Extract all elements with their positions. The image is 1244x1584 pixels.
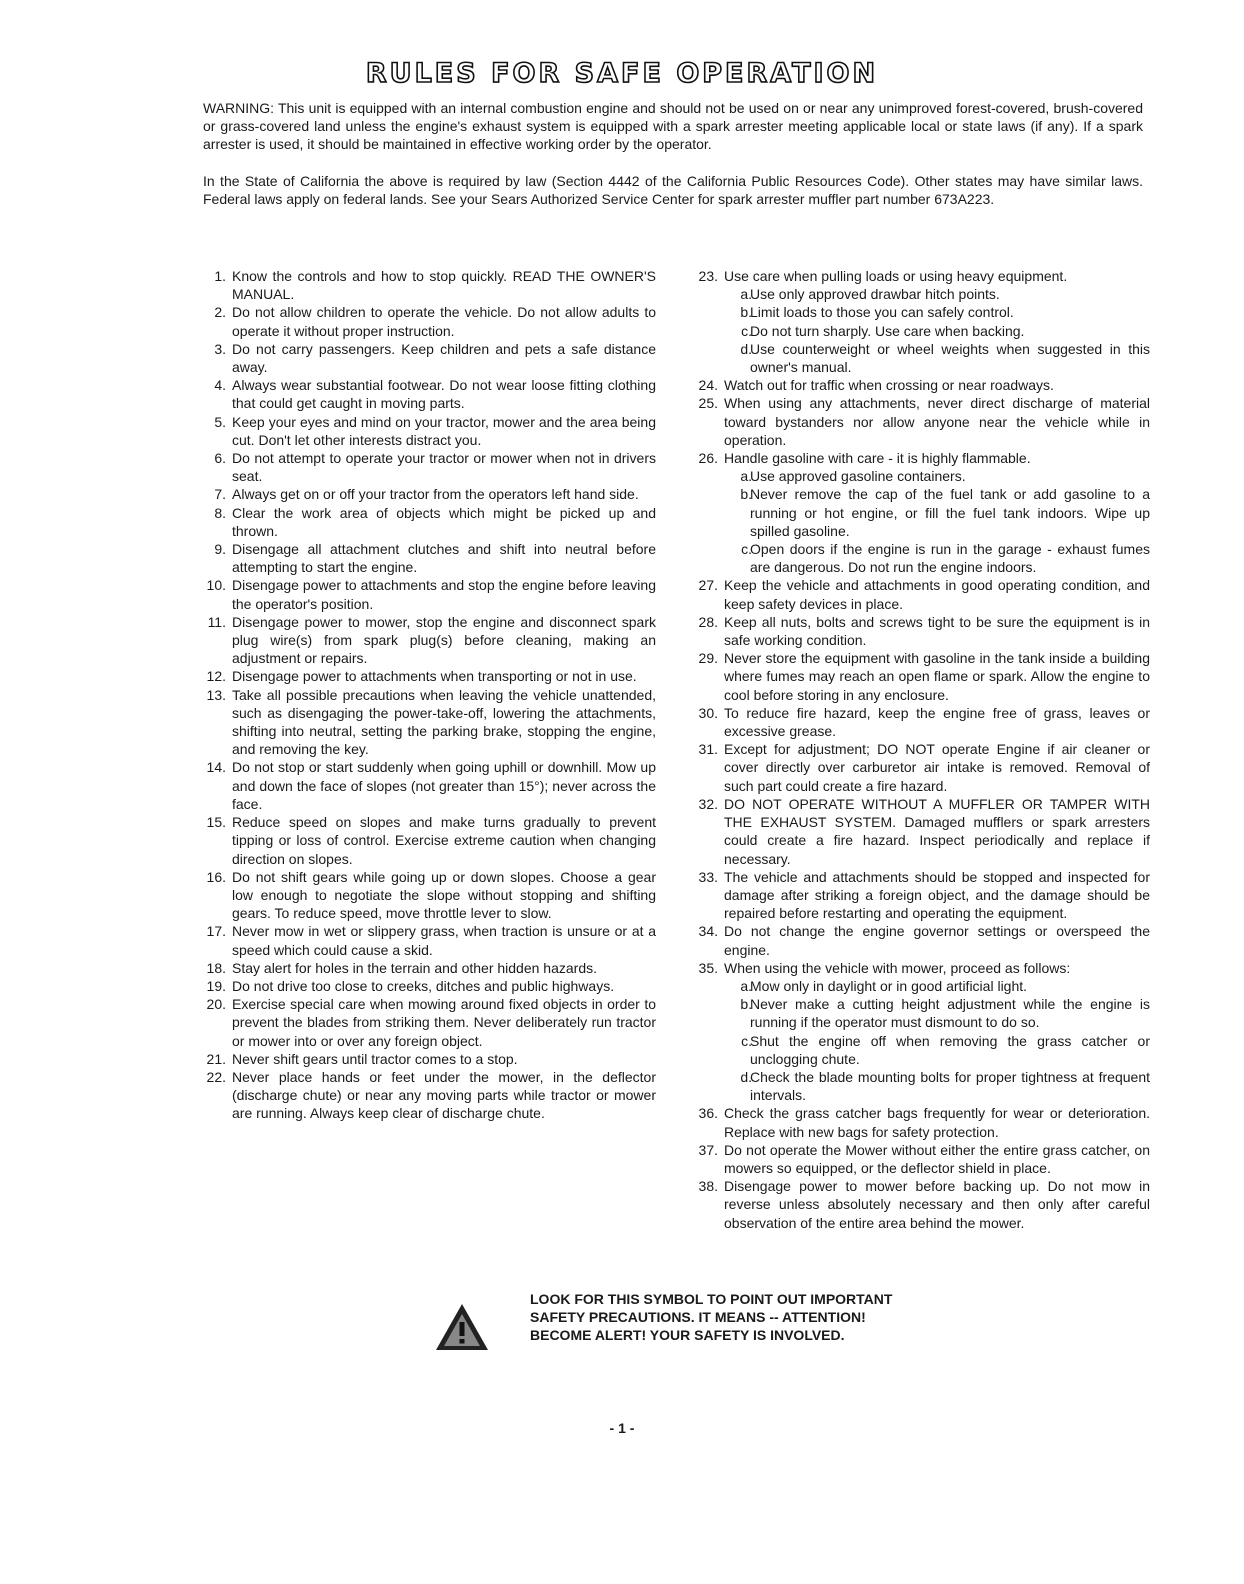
rule-item — [690, 267, 1150, 376]
sub-rule-item — [720, 485, 1150, 540]
page-title: RULES FOR SAFE OPERATION — [365, 58, 879, 89]
sub-rule-item — [720, 1068, 1150, 1104]
rule-number: 31. — [698, 741, 718, 758]
rule-number: 3. — [214, 340, 226, 357]
rule-number: 30. — [698, 704, 718, 721]
rule-number: 22. — [206, 1068, 226, 1085]
rule-number: 10. — [206, 577, 226, 594]
rule-text: Keep your eyes and mind on your tractor, mower and the area being cut. Don't let other interests distract you. — [232, 413, 656, 448]
callout-line: LOOK FOR THIS SYMBOL TO POINT OUT IMPORTANT — [530, 1291, 893, 1307]
rule-number: 29. — [698, 650, 718, 667]
rule-text: Do not stop or start suddenly when going uphill or downhill. Mow up and down the face of slopes (not greater than 15°); never across the face. — [232, 759, 656, 812]
sub-rule-text: Use only approved drawbar hitch points. — [750, 286, 1000, 303]
rule-number: 6. — [214, 450, 226, 467]
sub-rule-letter: b. — [740, 996, 752, 1013]
sub-rule-item — [720, 303, 1150, 321]
rule-text: Handle gasoline with care - it is highly flammable. — [724, 450, 1031, 467]
sub-rule-list — [720, 977, 1150, 1104]
rule-text: Disengage power to mower before backing up. Do not mow in reverse unless absolutely necessary and then only after careful observation of the entire area behind the mower. — [724, 1178, 1150, 1231]
rule-number: 11. — [207, 613, 226, 630]
rule-item — [198, 1050, 656, 1068]
rule-item — [690, 795, 1150, 868]
rule-text: Know the controls and how to stop quickly. READ THE OWNER'S MANUAL. — [232, 268, 656, 303]
sub-rule-item — [720, 977, 1150, 995]
rule-number: 35. — [698, 959, 718, 976]
rule-number: 15. — [206, 814, 226, 831]
rule-text: Disengage all attachment clutches and shift into neutral before attempting to start the engine. — [232, 541, 656, 576]
sub-rule-text: Never remove the cap of the fuel tank or add gasoline to a running or hot engine, or fill the fuel tank indoors. Wipe up spilled gasoline. — [750, 486, 1150, 539]
sub-rule-item — [720, 995, 1150, 1031]
rule-item — [690, 613, 1150, 649]
sub-rule-item — [720, 467, 1150, 485]
rule-number: 33. — [698, 868, 718, 885]
rule-item — [690, 1141, 1150, 1177]
rule-number: 24. — [698, 377, 718, 394]
rule-number: 18. — [206, 959, 226, 976]
sub-rule-letter: a. — [740, 977, 752, 994]
rule-number: 5. — [214, 413, 226, 430]
rule-text: Stay alert for holes in the terrain and other hidden hazards. — [232, 959, 597, 976]
sub-rule-text: Mow only in daylight or in good artificial light. — [750, 977, 1028, 994]
rule-text: Do not attempt to operate your tractor or mower when not in drivers seat. — [232, 450, 656, 485]
rule-text: Do not shift gears while going up or down slopes. Choose a gear low enough to negotiate the slope without stopping and shifting gears. To reduce speed, move throttle lever to slow. — [232, 868, 656, 922]
rule-text: Clear the work area of objects which might be picked up and thrown. — [232, 504, 656, 539]
warning-paragraph: WARNING: This unit is equipped with an internal combustion engine and should not be used on or near any unimproved forest-covered, brush-covered or grass-covered land unless the engine's exhaust system is equipped with a spark arrester meeting applicable local or state laws (if any). If a spark arrester is used, it should be maintained in effective working order by the operator. — [203, 100, 1143, 152]
rule-text: Never mow in wet or slippery grass, when traction is unsure or at a speed which could cause a skid. — [232, 923, 656, 958]
rule-item — [198, 303, 656, 339]
rule-text: Use care when pulling loads or using heavy equipment. — [724, 268, 1068, 284]
rule-item — [198, 340, 656, 376]
rule-text: When using any attachments, never direct discharge of material toward bystanders nor allow anyone near the vehicle while in operation. — [724, 395, 1150, 448]
rule-text: DO NOT OPERATE WITHOUT A MUFFLER OR TAMPER WITH THE EXHAUST SYSTEM. Damaged mufflers or spark arresters could create a fire hazard. Inspect periodically and replace if necessary. — [724, 795, 1150, 867]
sub-rule-text: Shut the engine off when removing the grass catcher or unclogging chute. — [750, 1032, 1150, 1067]
rule-item — [198, 813, 656, 868]
sub-rule-list — [720, 285, 1150, 376]
sub-rule-letter: a. — [740, 468, 752, 485]
sub-rule-list — [720, 467, 1150, 576]
rule-text: Never place hands or feet under the mower, in the deflector (discharge chute) or near any moving parts while tractor or mower are running. Always keep clear of discharge chute. — [232, 1068, 656, 1122]
rule-number: 28. — [698, 613, 718, 630]
rule-text: Keep all nuts, bolts and screws tight to be sure the equipment is in safe working condition. — [724, 613, 1150, 649]
california-law-paragraph: In the State of California the above is required by law (Section 4442 of the California Public Resources Code). Other states may have similar laws. Federal laws apply on federal lands. See your Sears Authorized Service Center for spark arrester muffler part number 673A223. — [203, 173, 1143, 207]
rule-item — [198, 959, 656, 977]
rule-item — [690, 449, 1150, 576]
sub-rule-text: Use counterweight or wheel weights when suggested in this owner's manual. — [750, 340, 1150, 376]
rule-item — [198, 977, 656, 995]
rule-number: 2. — [214, 304, 226, 321]
rule-text: Watch out for traffic when crossing or near roadways. — [724, 377, 1054, 394]
rule-text: Exercise special care when mowing around fixed objects in order to prevent the blades from striking them. Never deliberately run tractor or mower into or over any foreign object. — [232, 996, 656, 1049]
rule-item — [690, 1104, 1150, 1140]
sub-rule-text: Open doors if the engine is run in the garage - exhaust fumes are dangerous. Do not run the engine indoors. — [750, 541, 1150, 576]
rule-text: Take all possible precautions when leaving the vehicle unattended, such as disengaging the power-take-off, lowering the attachments, shifting into neutral, setting the parking brake, stopping the engine, and removing the key. — [232, 686, 656, 758]
rule-item — [690, 649, 1150, 704]
rule-item — [198, 1068, 656, 1123]
sub-rule-text: Do not turn sharply. Use care when backing. — [750, 322, 1025, 339]
rule-number: 21. — [206, 1050, 226, 1067]
rule-number: 27. — [698, 577, 718, 594]
rule-number: 1. — [214, 268, 226, 284]
sub-rule-item — [720, 540, 1150, 576]
rule-number: 37. — [698, 1141, 718, 1158]
rule-number: 9. — [214, 541, 226, 558]
rule-item — [198, 413, 656, 449]
rule-text: Reduce speed on slopes and make turns gradually to prevent tipping or loss of control. Exercise extreme caution when changing direction on slopes. — [232, 814, 656, 867]
rule-text: Never shift gears until tractor comes to a stop. — [232, 1050, 518, 1067]
sub-rule-letter: b. — [740, 486, 752, 503]
sub-rule-text: Never make a cutting height adjustment while the engine is running if the operator must dismount to do so. — [750, 996, 1150, 1031]
rule-item — [198, 485, 656, 503]
rule-number: 20. — [206, 996, 226, 1013]
sub-rule-letter: c. — [741, 541, 752, 558]
rule-number: 8. — [214, 504, 226, 521]
rule-text: Disengage power to attachments and stop the engine before leaving the operator's position. — [232, 577, 656, 612]
rule-item — [198, 449, 656, 485]
sub-rule-item — [720, 340, 1150, 376]
safety-symbol-callout — [428, 1290, 988, 1356]
rule-number: 13. — [206, 686, 226, 703]
rule-text: Do not operate the Mower without either the entire grass catcher, on mowers so equipped, or the deflector shield in place. — [724, 1141, 1150, 1176]
rule-number: 17. — [206, 923, 226, 940]
rule-text: Do not carry passengers. Keep children and pets a safe distance away. — [232, 340, 656, 376]
sub-rule-letter: a. — [740, 286, 752, 303]
callout-line: BECOME ALERT! YOUR SAFETY IS INVOLVED. — [530, 1327, 845, 1343]
rule-text: Disengage power to attachments when transporting or not in use. — [232, 668, 637, 685]
rule-number: 25. — [698, 395, 718, 412]
rule-number: 23. — [698, 268, 718, 284]
rule-text: Disengage power to mower, stop the engine and disconnect spark plug wire(s) from spark plug(s) before cleaning, making an adjustment or repairs. — [232, 613, 656, 667]
rule-item — [690, 704, 1150, 740]
callout-text — [530, 1290, 892, 1344]
rule-item — [690, 1177, 1150, 1232]
rule-number: 38. — [698, 1178, 718, 1195]
rule-item — [198, 504, 656, 540]
rule-item — [198, 868, 656, 923]
rule-item — [198, 686, 656, 759]
rule-item — [198, 376, 656, 412]
callout-line: SAFETY PRECAUTIONS. IT MEANS -- ATTENTION! — [530, 1309, 866, 1325]
rule-item — [690, 394, 1150, 449]
rule-text: Do not drive too close to creeks, ditches and public highways. — [232, 977, 615, 994]
sub-rule-text: Check the blade mounting bolts for proper tightness at frequent intervals. — [750, 1068, 1150, 1104]
rule-number: 12. — [206, 668, 226, 685]
rule-item — [198, 613, 656, 668]
sub-rule-letter: b. — [740, 304, 752, 321]
rule-item — [198, 667, 656, 685]
warning-triangle-icon — [434, 1302, 490, 1352]
rule-item — [198, 267, 656, 303]
rules-list-right — [690, 267, 1150, 1232]
rule-text: Except for adjustment; DO NOT operate Engine if air cleaner or cover directly over carburetor air intake is removed. Removal of such part could create a fire hazard. — [724, 741, 1150, 794]
rule-item — [198, 758, 656, 813]
rule-text: To reduce fire hazard, keep the engine free of grass, leaves or excessive grease. — [724, 704, 1150, 740]
rule-text: Always wear substantial footwear. Do not wear loose fitting clothing that could get caught in moving parts. — [232, 377, 656, 412]
rule-number: 26. — [698, 450, 718, 467]
rule-text: The vehicle and attachments should be stopped and inspected for damage after striking a foreign object, and the damage should be repaired before restarting and operating the equipment. — [724, 868, 1150, 922]
rule-number: 34. — [698, 923, 718, 940]
rule-item — [198, 995, 656, 1050]
sub-rule-item — [720, 285, 1150, 303]
rule-number: 19. — [206, 977, 226, 994]
rule-item — [690, 376, 1150, 394]
rule-item — [690, 922, 1150, 958]
rule-text: Do not change the engine governor settings or overspeed the engine. — [724, 923, 1150, 958]
sub-rule-item — [720, 322, 1150, 340]
rule-text: Never store the equipment with gasoline in the tank inside a building where fumes may reach an open flame or spark. Allow the engine to cool before storing in any enclosure. — [724, 650, 1150, 703]
rule-text: Do not allow children to operate the vehicle. Do not allow adults to operate it without proper instruction. — [232, 304, 656, 339]
sub-rule-letter: d. — [740, 1068, 752, 1085]
rule-text: Check the grass catcher bags frequently for wear or deterioration. Replace with new bags for safety protection. — [724, 1105, 1150, 1140]
rules-list-left — [198, 267, 656, 1123]
rule-number: 32. — [698, 795, 718, 812]
rule-number: 16. — [206, 868, 226, 885]
sub-rule-letter: c. — [741, 1032, 752, 1049]
rule-number: 4. — [214, 377, 226, 394]
rule-text: When using the vehicle with mower, proceed as follows: — [724, 959, 1071, 976]
sub-rule-text: Use approved gasoline containers. — [750, 468, 966, 485]
rule-item — [690, 959, 1150, 1105]
rule-item — [198, 540, 656, 576]
page-number: - 1 - — [609, 1420, 635, 1436]
rule-number: 14. — [206, 759, 226, 776]
rule-number: 36. — [698, 1105, 718, 1122]
rule-number: 7. — [214, 486, 226, 503]
rule-item — [690, 740, 1150, 795]
rule-text: Keep the vehicle and attachments in good operating condition, and keep safety devices in place. — [724, 577, 1150, 612]
sub-rule-letter: d. — [740, 340, 752, 357]
rule-item — [690, 576, 1150, 612]
rule-item — [198, 922, 656, 958]
rule-text: Always get on or off your tractor from the operators left hand side. — [232, 486, 639, 503]
sub-rule-letter: c. — [741, 322, 752, 339]
rule-item — [198, 576, 656, 612]
rule-item — [690, 868, 1150, 923]
sub-rule-item — [720, 1032, 1150, 1068]
sub-rule-text: Limit loads to those you can safely control. — [750, 304, 1014, 321]
